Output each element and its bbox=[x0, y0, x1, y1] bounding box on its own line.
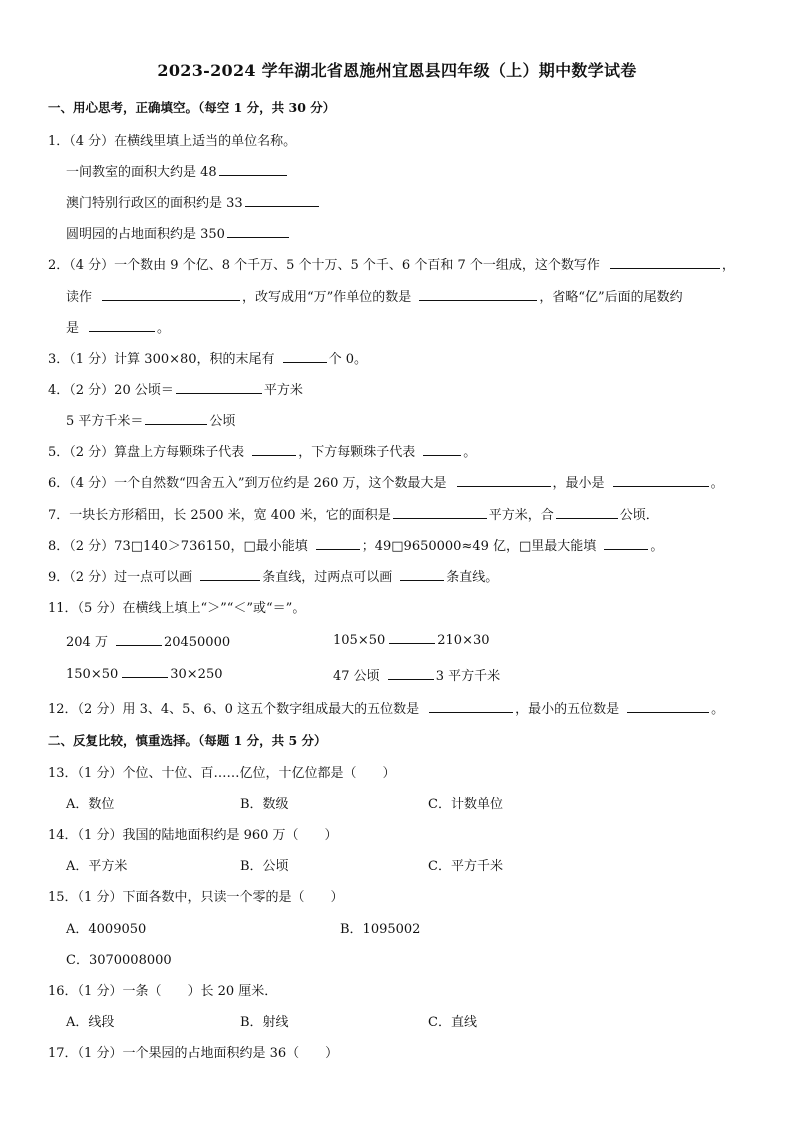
q2-line-3: 是 。 bbox=[66, 321, 171, 336]
answer-blank[interactable] bbox=[388, 667, 434, 680]
answer-blank[interactable] bbox=[400, 568, 444, 581]
q15-option-b[interactable]: B．1095002 bbox=[340, 922, 421, 937]
q12: 12．（2 分）用 3、4、5、6、0 这五个数字组成最大的五位数是 ，最小的五位数是 。 bbox=[48, 702, 725, 717]
q3: 3．（1 分）计算 300×80，积的末尾有 个 0。 bbox=[48, 352, 367, 367]
answer-blank[interactable] bbox=[145, 412, 207, 425]
answer-blank[interactable] bbox=[423, 443, 461, 456]
answer-blank[interactable] bbox=[283, 350, 327, 363]
q2-line-2: 读作 ，改写成用“万”作单位的数是 ，省略“亿”后面的尾数约 bbox=[66, 290, 683, 305]
answer-blank[interactable] bbox=[102, 288, 240, 301]
answer-blank[interactable] bbox=[176, 381, 262, 394]
q14-stem: 14．（1 分）我国的陆地面积约是 960 万（ ） bbox=[48, 828, 338, 843]
q14-option-c[interactable]: C．平方千米 bbox=[428, 859, 503, 874]
q16-stem: 16．（1 分）一条（ ）长 20 厘米． bbox=[48, 984, 278, 999]
answer-blank[interactable] bbox=[389, 631, 435, 644]
q8: 8．（2 分）73□140＞736150，□最小能填 ；49□9650000≈49 亿，□里最大能填 。 bbox=[48, 539, 664, 554]
answer-blank[interactable] bbox=[116, 633, 162, 646]
q11-compare-1: 204 万 20450000 bbox=[66, 635, 231, 650]
answer-blank[interactable] bbox=[457, 474, 551, 487]
q16-option-a[interactable]: A．线段 bbox=[66, 1015, 115, 1030]
section-1-heading: 一、用心思考，正确填空。（每空 1 分，共 30 分） bbox=[48, 100, 336, 115]
q7: 7．一块长方形稻田，长 2500 米，宽 400 米，它的面积是 平方米，合 公顷． bbox=[48, 508, 659, 523]
q14-option-b[interactable]: B．公顷 bbox=[240, 859, 289, 874]
q9: 9．（2 分）过一点可以画 条直线，过两点可以画 条直线。 bbox=[48, 570, 499, 585]
answer-blank[interactable] bbox=[419, 288, 537, 301]
answer-blank[interactable] bbox=[610, 256, 720, 269]
answer-blank[interactable] bbox=[122, 665, 168, 678]
q15-option-c[interactable]: C．3070008000 bbox=[66, 953, 172, 968]
section-2-heading: 二、反复比较，慎重选择。（每题 1 分，共 5 分） bbox=[48, 733, 327, 748]
q13-option-a[interactable]: A．数位 bbox=[66, 797, 115, 812]
q16-option-b[interactable]: B．射线 bbox=[240, 1015, 289, 1030]
q14-option-a[interactable]: A．平方米 bbox=[66, 859, 128, 874]
q1-item-a: 一间教室的面积大约是 48 bbox=[66, 161, 289, 180]
answer-blank[interactable] bbox=[89, 319, 155, 332]
q5: 5．（2 分）算盘上方每颗珠子代表 ，下方每颗珠子代表 。 bbox=[48, 445, 477, 460]
answer-blank[interactable] bbox=[219, 163, 287, 176]
answer-blank[interactable] bbox=[613, 474, 709, 487]
answer-blank[interactable] bbox=[252, 443, 296, 456]
q16-option-c[interactable]: C．直线 bbox=[428, 1015, 477, 1030]
answer-blank[interactable] bbox=[627, 700, 709, 713]
q11-stem: 11．（5 分）在横线上填上“＞”“＜”或“＝”。 bbox=[48, 601, 306, 616]
q4-line-1: 4．（2 分）20 公顷＝ 平方米 bbox=[48, 383, 303, 398]
q2-line-1: 2．（4 分）一个数由 9 个亿、8 个千万、5 个十万、5 个千、6 个百和 7 个一组成，这个数写作 ， bbox=[48, 258, 735, 273]
q13-option-b[interactable]: B．数级 bbox=[240, 797, 289, 812]
q13-stem: 13．（1 分）个位、十位、百……亿位，十亿位都是（ ） bbox=[48, 766, 396, 781]
answer-blank[interactable] bbox=[556, 506, 618, 519]
answer-blank[interactable] bbox=[316, 537, 360, 550]
q1-item-b: 澳门特别行政区的面积约是 33 bbox=[66, 192, 321, 211]
answer-blank[interactable] bbox=[200, 568, 260, 581]
q11-compare-4: 47 公顷 3 平方千米 bbox=[333, 669, 501, 684]
q11-compare-2: 105×50 210×30 bbox=[333, 633, 490, 648]
answer-blank[interactable] bbox=[429, 700, 513, 713]
exam-title: 2023-2024 学年湖北省恩施州宜恩县四年级（上）期中数学试卷 bbox=[157, 61, 637, 80]
q6: 6．（4 分）一个自然数“四舍五入”到万位约是 260 万，这个数最大是 ，最小是 。 bbox=[48, 476, 724, 491]
q4-line-2: 5 平方千米＝ 公顷 bbox=[66, 414, 236, 429]
answer-blank[interactable] bbox=[393, 506, 487, 519]
q13-option-c[interactable]: C．计数单位 bbox=[428, 797, 503, 812]
q17-stem: 17．（1 分）一个果园的占地面积约是 36（ ） bbox=[48, 1046, 339, 1061]
answer-blank[interactable] bbox=[604, 537, 648, 550]
q11-compare-3: 150×50 30×250 bbox=[66, 667, 223, 682]
answer-blank[interactable] bbox=[245, 194, 319, 207]
q1-stem: 1．（4 分）在横线里填上适当的单位名称。 bbox=[48, 134, 297, 149]
q1-item-c: 圆明园的占地面积约是 350 bbox=[66, 223, 291, 242]
q15-stem: 15．（1 分）下面各数中，只读一个零的是（ ） bbox=[48, 890, 344, 905]
q15-option-a[interactable]: A．4009050 bbox=[66, 922, 147, 937]
answer-blank[interactable] bbox=[227, 225, 289, 238]
